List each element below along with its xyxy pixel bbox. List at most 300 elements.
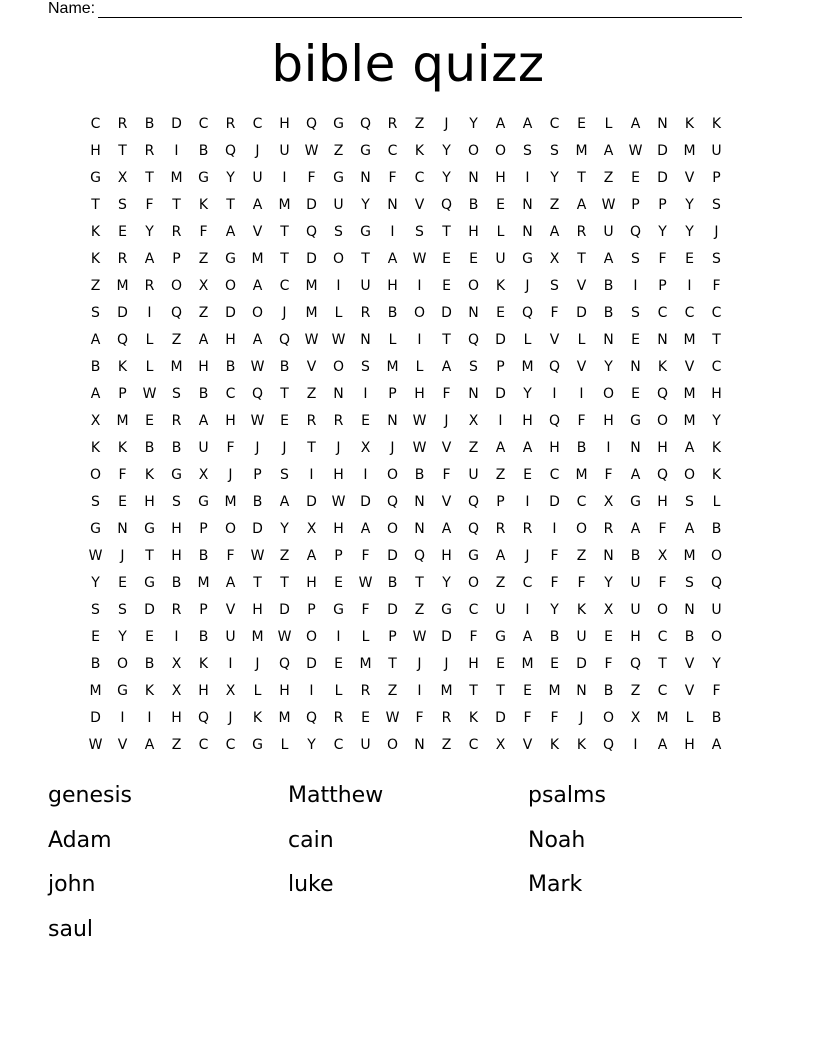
grid-letter: E <box>145 629 154 645</box>
grid-letter: L <box>361 629 370 645</box>
grid-letter: F <box>550 710 559 726</box>
grid-letter: T <box>280 386 289 402</box>
grid-letter: U <box>252 170 263 186</box>
grid-letter: A <box>630 467 641 483</box>
grid-letter: G <box>630 413 641 429</box>
grid-letter: O <box>494 143 507 159</box>
grid-letter: K <box>711 440 722 456</box>
grid-letter: I <box>417 332 422 348</box>
grid-letter: F <box>145 197 154 213</box>
grid-letter: C <box>387 143 398 159</box>
grid-letter: O <box>467 278 480 294</box>
name-line <box>48 0 742 18</box>
grid-letter: L <box>253 683 262 699</box>
grid-letter: A <box>252 332 263 348</box>
grid-letter: O <box>683 467 696 483</box>
grid-letter: B <box>603 278 614 294</box>
grid-letter: O <box>602 386 615 402</box>
grid-letter: K <box>711 467 722 483</box>
grid-letter: E <box>496 656 505 672</box>
grid-letter: T <box>172 197 181 213</box>
grid-letter: V <box>549 332 560 348</box>
grid-letter: B <box>387 305 398 321</box>
grid-letter: M <box>683 548 696 564</box>
grid-letter: Q <box>521 305 534 321</box>
grid-letter: W <box>277 629 292 645</box>
grid-letter: W <box>250 413 265 429</box>
grid-letter: Q <box>467 332 480 348</box>
grid-letter: I <box>687 278 692 294</box>
grid-letter: R <box>387 116 398 132</box>
grid-letter: U <box>603 224 614 240</box>
grid-letter: D <box>225 305 236 321</box>
grid-letter: C <box>225 386 236 402</box>
grid-letter: C <box>468 737 479 753</box>
grid-letter: Z <box>198 251 209 267</box>
grid-letter: T <box>496 683 505 699</box>
grid-letter: F <box>712 278 721 294</box>
grid-letter: F <box>118 467 127 483</box>
grid-letter: F <box>226 548 235 564</box>
grid-letter: V <box>576 359 587 375</box>
grid-letter: A <box>306 548 317 564</box>
grid-letter: I <box>309 467 314 483</box>
grid-letter: W <box>88 737 103 753</box>
grid-letter: H <box>657 494 668 510</box>
grid-letter: Y <box>361 197 370 213</box>
grid-letter: T <box>712 332 721 348</box>
grid-letter: Y <box>118 629 127 645</box>
grid-letter: E <box>334 575 343 591</box>
grid-letter: S <box>91 305 100 321</box>
grid-letter: C <box>576 494 587 510</box>
grid-letter: Z <box>441 737 452 753</box>
grid-letter: E <box>631 332 640 348</box>
grid-letter: P <box>199 602 208 618</box>
grid-letter: Y <box>712 656 721 672</box>
grid-letter: A <box>279 494 290 510</box>
grid-letter: W <box>88 548 103 564</box>
grid-letter: T <box>253 575 262 591</box>
grid-letter: J <box>579 710 584 726</box>
grid-letter: T <box>361 251 370 267</box>
grid-letter: I <box>552 386 557 402</box>
grid-letter: J <box>444 656 449 672</box>
grid-letter: Q <box>359 116 372 132</box>
grid-letter: C <box>225 737 236 753</box>
grid-letter: B <box>144 440 155 456</box>
grid-letter: P <box>631 197 640 213</box>
grid-letter: X <box>360 440 371 456</box>
grid-letter: U <box>360 737 371 753</box>
grid-letter: A <box>603 143 614 159</box>
grid-letter: J <box>120 548 125 564</box>
grid-letter: F <box>550 305 559 321</box>
grid-letter: Q <box>278 332 291 348</box>
grid-letter: M <box>170 170 183 186</box>
grid-letter: N <box>333 386 344 402</box>
grid-letter: M <box>224 494 237 510</box>
grid-letter: R <box>171 602 182 618</box>
grid-letter: Y <box>91 575 100 591</box>
grid-letter: K <box>414 143 425 159</box>
grid-letter: C <box>252 116 263 132</box>
grid-letter: X <box>495 737 506 753</box>
grid-letter: O <box>575 521 588 537</box>
grid-letter: G <box>630 494 641 510</box>
grid-letter: S <box>631 305 640 321</box>
grid-letter: Q <box>116 332 129 348</box>
grid-letter: G <box>495 629 506 645</box>
grid-letter: U <box>495 251 506 267</box>
grid-letter: Q <box>170 305 183 321</box>
grid-letter: A <box>630 521 641 537</box>
grid-letter: A <box>711 737 722 753</box>
grid-letter: R <box>171 224 182 240</box>
grid-letter: G <box>468 548 479 564</box>
grid-letter: H <box>90 143 101 159</box>
grid-letter: K <box>198 656 209 672</box>
grid-letter: U <box>225 629 236 645</box>
grid-letter: A <box>684 521 695 537</box>
word-search-grid <box>82 111 730 759</box>
grid-letter: K <box>549 737 560 753</box>
grid-letter: L <box>685 710 694 726</box>
grid-letter: B <box>387 575 398 591</box>
grid-letter: T <box>118 143 127 159</box>
grid-letter: S <box>118 197 127 213</box>
grid-letter: B <box>549 629 560 645</box>
grid-letter: D <box>441 305 452 321</box>
grid-letter: B <box>711 710 722 726</box>
grid-letter: E <box>523 683 532 699</box>
grid-letter: D <box>144 602 155 618</box>
grid-letter: W <box>304 332 319 348</box>
grid-letter: P <box>118 386 127 402</box>
grid-letter: I <box>390 224 395 240</box>
grid-letter: R <box>144 143 155 159</box>
grid-letter: W <box>412 629 427 645</box>
grid-letter: R <box>603 521 614 537</box>
grid-letter: I <box>633 737 638 753</box>
grid-letter: E <box>442 251 451 267</box>
grid-letter: Q <box>305 116 318 132</box>
grid-letter: Q <box>548 413 561 429</box>
grid-letter: K <box>90 251 101 267</box>
grid-letter: I <box>498 413 503 429</box>
grid-letter: W <box>250 548 265 564</box>
grid-letter: Y <box>280 521 289 537</box>
grid-letter: Y <box>604 359 613 375</box>
grid-letter: O <box>467 143 480 159</box>
grid-letter: G <box>144 521 155 537</box>
grid-letter: O <box>305 629 318 645</box>
grid-letter: L <box>523 332 532 348</box>
grid-letter: E <box>280 413 289 429</box>
grid-letter: V <box>522 737 533 753</box>
grid-letter: K <box>468 710 479 726</box>
grid-letter: M <box>683 143 696 159</box>
grid-letter: T <box>91 197 100 213</box>
grid-letter: L <box>280 737 289 753</box>
grid-letter: R <box>225 116 236 132</box>
grid-letter: Z <box>549 197 560 213</box>
grid-letter: I <box>363 467 368 483</box>
grid-letter: H <box>333 521 344 537</box>
grid-letter: L <box>145 359 154 375</box>
grid-letter: E <box>631 170 640 186</box>
grid-letter: V <box>684 170 695 186</box>
grid-letter: Q <box>602 737 615 753</box>
grid-letter: M <box>683 332 696 348</box>
grid-letter: A <box>198 332 209 348</box>
grid-letter: G <box>360 224 371 240</box>
grid-letter: I <box>174 629 179 645</box>
grid-letter: A <box>144 737 155 753</box>
grid-letter: D <box>387 602 398 618</box>
grid-letter: M <box>116 413 129 429</box>
grid-letter: U <box>279 143 290 159</box>
grid-letter: X <box>198 278 209 294</box>
grid-letter: P <box>496 359 505 375</box>
grid-letter: O <box>89 467 102 483</box>
grid-letter: O <box>251 305 264 321</box>
grid-letter: E <box>145 413 154 429</box>
grid-letter: R <box>576 224 587 240</box>
grid-letter: C <box>657 629 668 645</box>
grid-letter: F <box>523 710 532 726</box>
grid-letter: Y <box>658 224 667 240</box>
grid-letter: I <box>525 494 530 510</box>
grid-letter: M <box>683 413 696 429</box>
grid-letter: S <box>631 251 640 267</box>
grid-letter: Q <box>467 521 480 537</box>
grid-letter: N <box>522 224 533 240</box>
grid-letter: B <box>198 629 209 645</box>
name-underline <box>98 4 742 18</box>
grid-letter: I <box>174 143 179 159</box>
grid-letter: T <box>388 656 397 672</box>
grid-letter: Q <box>629 224 642 240</box>
grid-letter: C <box>333 737 344 753</box>
grid-letter: T <box>280 224 289 240</box>
grid-letter: H <box>549 440 560 456</box>
grid-letter: S <box>550 278 559 294</box>
grid-letter: P <box>307 602 316 618</box>
grid-letter: Q <box>305 224 318 240</box>
grid-letter: K <box>117 359 128 375</box>
grid-letter: E <box>523 467 532 483</box>
grid-letter: A <box>549 224 560 240</box>
grid-letter: A <box>630 116 641 132</box>
grid-letter: C <box>711 359 722 375</box>
grid-letter: S <box>334 224 343 240</box>
grid-letter: I <box>336 278 341 294</box>
grid-letter: E <box>118 494 127 510</box>
grid-letter: I <box>282 170 287 186</box>
grid-letter: H <box>333 467 344 483</box>
grid-letter: I <box>147 710 152 726</box>
grid-letter: P <box>658 197 667 213</box>
grid-letter: B <box>198 548 209 564</box>
grid-letter: J <box>282 305 287 321</box>
grid-letter: Z <box>495 575 506 591</box>
grid-letter: X <box>117 170 128 186</box>
grid-letter: M <box>359 656 372 672</box>
grid-letter: E <box>604 629 613 645</box>
grid-letter: B <box>252 494 263 510</box>
grid-letter: D <box>495 386 506 402</box>
grid-letter: A <box>495 116 506 132</box>
grid-letter: E <box>118 224 127 240</box>
grid-letter: E <box>577 116 586 132</box>
grid-letter: D <box>306 197 317 213</box>
grid-letter: H <box>441 548 452 564</box>
grid-letter: S <box>91 494 100 510</box>
grid-letter: X <box>468 413 479 429</box>
grid-letter: B <box>684 629 695 645</box>
grid-letter: A <box>522 629 533 645</box>
grid-letter: Q <box>413 548 426 564</box>
grid-letter: B <box>630 548 641 564</box>
grid-letter: P <box>496 494 505 510</box>
grid-letter: U <box>360 278 371 294</box>
grid-letter: U <box>630 602 641 618</box>
grid-letter: F <box>415 710 424 726</box>
grid-letter: J <box>714 224 719 240</box>
grid-letter: Q <box>656 467 669 483</box>
grid-letter: D <box>306 494 317 510</box>
grid-letter: V <box>684 656 695 672</box>
grid-letter: R <box>171 413 182 429</box>
grid-letter: T <box>415 575 424 591</box>
grid-letter: H <box>414 386 425 402</box>
grid-letter: F <box>577 575 586 591</box>
grid-letter: Y <box>523 386 532 402</box>
grid-letter: H <box>198 359 209 375</box>
grid-letter: Z <box>468 440 479 456</box>
grid-letter: T <box>577 170 586 186</box>
grid-letter: X <box>306 521 317 537</box>
grid-letter: Z <box>333 143 344 159</box>
grid-letter: Y <box>145 224 154 240</box>
grid-letter: K <box>198 197 209 213</box>
grid-letter: B <box>171 575 182 591</box>
grid-letter: Z <box>603 170 614 186</box>
grid-letter: Z <box>414 116 425 132</box>
grid-letter: Q <box>278 656 291 672</box>
grid-letter: A <box>657 737 668 753</box>
grid-letter: O <box>224 521 237 537</box>
grid-letter: Z <box>414 602 425 618</box>
grid-letter: B <box>468 197 479 213</box>
grid-letter: B <box>576 440 587 456</box>
grid-letter: Q <box>197 710 210 726</box>
grid-letter: C <box>90 116 101 132</box>
grid-letter: Z <box>90 278 101 294</box>
grid-letter: J <box>336 440 341 456</box>
grid-letter: U <box>576 629 587 645</box>
grid-letter: H <box>468 224 479 240</box>
grid-letter: F <box>658 575 667 591</box>
grid-letter: D <box>306 251 317 267</box>
grid-letter: Z <box>279 548 290 564</box>
grid-letter: Q <box>656 386 669 402</box>
grid-letter: D <box>90 710 101 726</box>
grid-letter: M <box>197 575 210 591</box>
grid-letter: A <box>684 440 695 456</box>
grid-letter: U <box>711 602 722 618</box>
grid-letter: A <box>252 278 263 294</box>
word-list-item: Adam <box>48 827 112 853</box>
grid-letter: K <box>144 683 155 699</box>
grid-letter: I <box>336 629 341 645</box>
grid-letter: Z <box>171 737 182 753</box>
grid-letter: S <box>172 494 181 510</box>
grid-letter: D <box>387 548 398 564</box>
grid-letter: I <box>606 440 611 456</box>
grid-letter: K <box>576 602 587 618</box>
grid-letter: B <box>171 440 182 456</box>
grid-letter: O <box>116 656 129 672</box>
grid-letter: G <box>90 521 101 537</box>
grid-letter: X <box>603 494 614 510</box>
grid-letter: E <box>118 575 127 591</box>
grid-letter: M <box>89 683 102 699</box>
grid-letter: A <box>441 359 452 375</box>
grid-letter: R <box>333 710 344 726</box>
grid-letter: N <box>414 737 425 753</box>
grid-letter: X <box>549 251 560 267</box>
grid-letter: M <box>278 197 291 213</box>
grid-letter: M <box>521 359 534 375</box>
grid-letter: B <box>711 521 722 537</box>
grid-letter: N <box>603 548 614 564</box>
grid-letter: T <box>658 656 667 672</box>
grid-letter: B <box>144 116 155 132</box>
grid-letter: P <box>658 278 667 294</box>
grid-letter: B <box>90 656 101 672</box>
grid-letter: O <box>386 521 399 537</box>
grid-letter: Z <box>495 467 506 483</box>
grid-letter: F <box>550 575 559 591</box>
grid-letter: C <box>198 116 209 132</box>
grid-letter: V <box>414 197 425 213</box>
grid-letter: I <box>309 683 314 699</box>
grid-letter: S <box>280 467 289 483</box>
grid-letter: O <box>710 548 723 564</box>
grid-letter: H <box>684 737 695 753</box>
grid-letter: Q <box>467 494 480 510</box>
grid-letter: H <box>657 440 668 456</box>
grid-letter: A <box>360 521 371 537</box>
grid-letter: N <box>684 602 695 618</box>
grid-letter: F <box>604 656 613 672</box>
grid-letter: R <box>306 413 317 429</box>
grid-letter: L <box>334 305 343 321</box>
grid-letter: K <box>252 710 263 726</box>
grid-letter: V <box>252 224 263 240</box>
grid-letter: U <box>711 143 722 159</box>
grid-letter: O <box>602 710 615 726</box>
grid-letter: E <box>685 251 694 267</box>
grid-letter: W <box>358 575 373 591</box>
grid-letter: B <box>603 683 614 699</box>
grid-letter: H <box>603 413 614 429</box>
grid-letter: M <box>251 251 264 267</box>
grid-letter: C <box>522 575 533 591</box>
grid-letter: I <box>552 521 557 537</box>
